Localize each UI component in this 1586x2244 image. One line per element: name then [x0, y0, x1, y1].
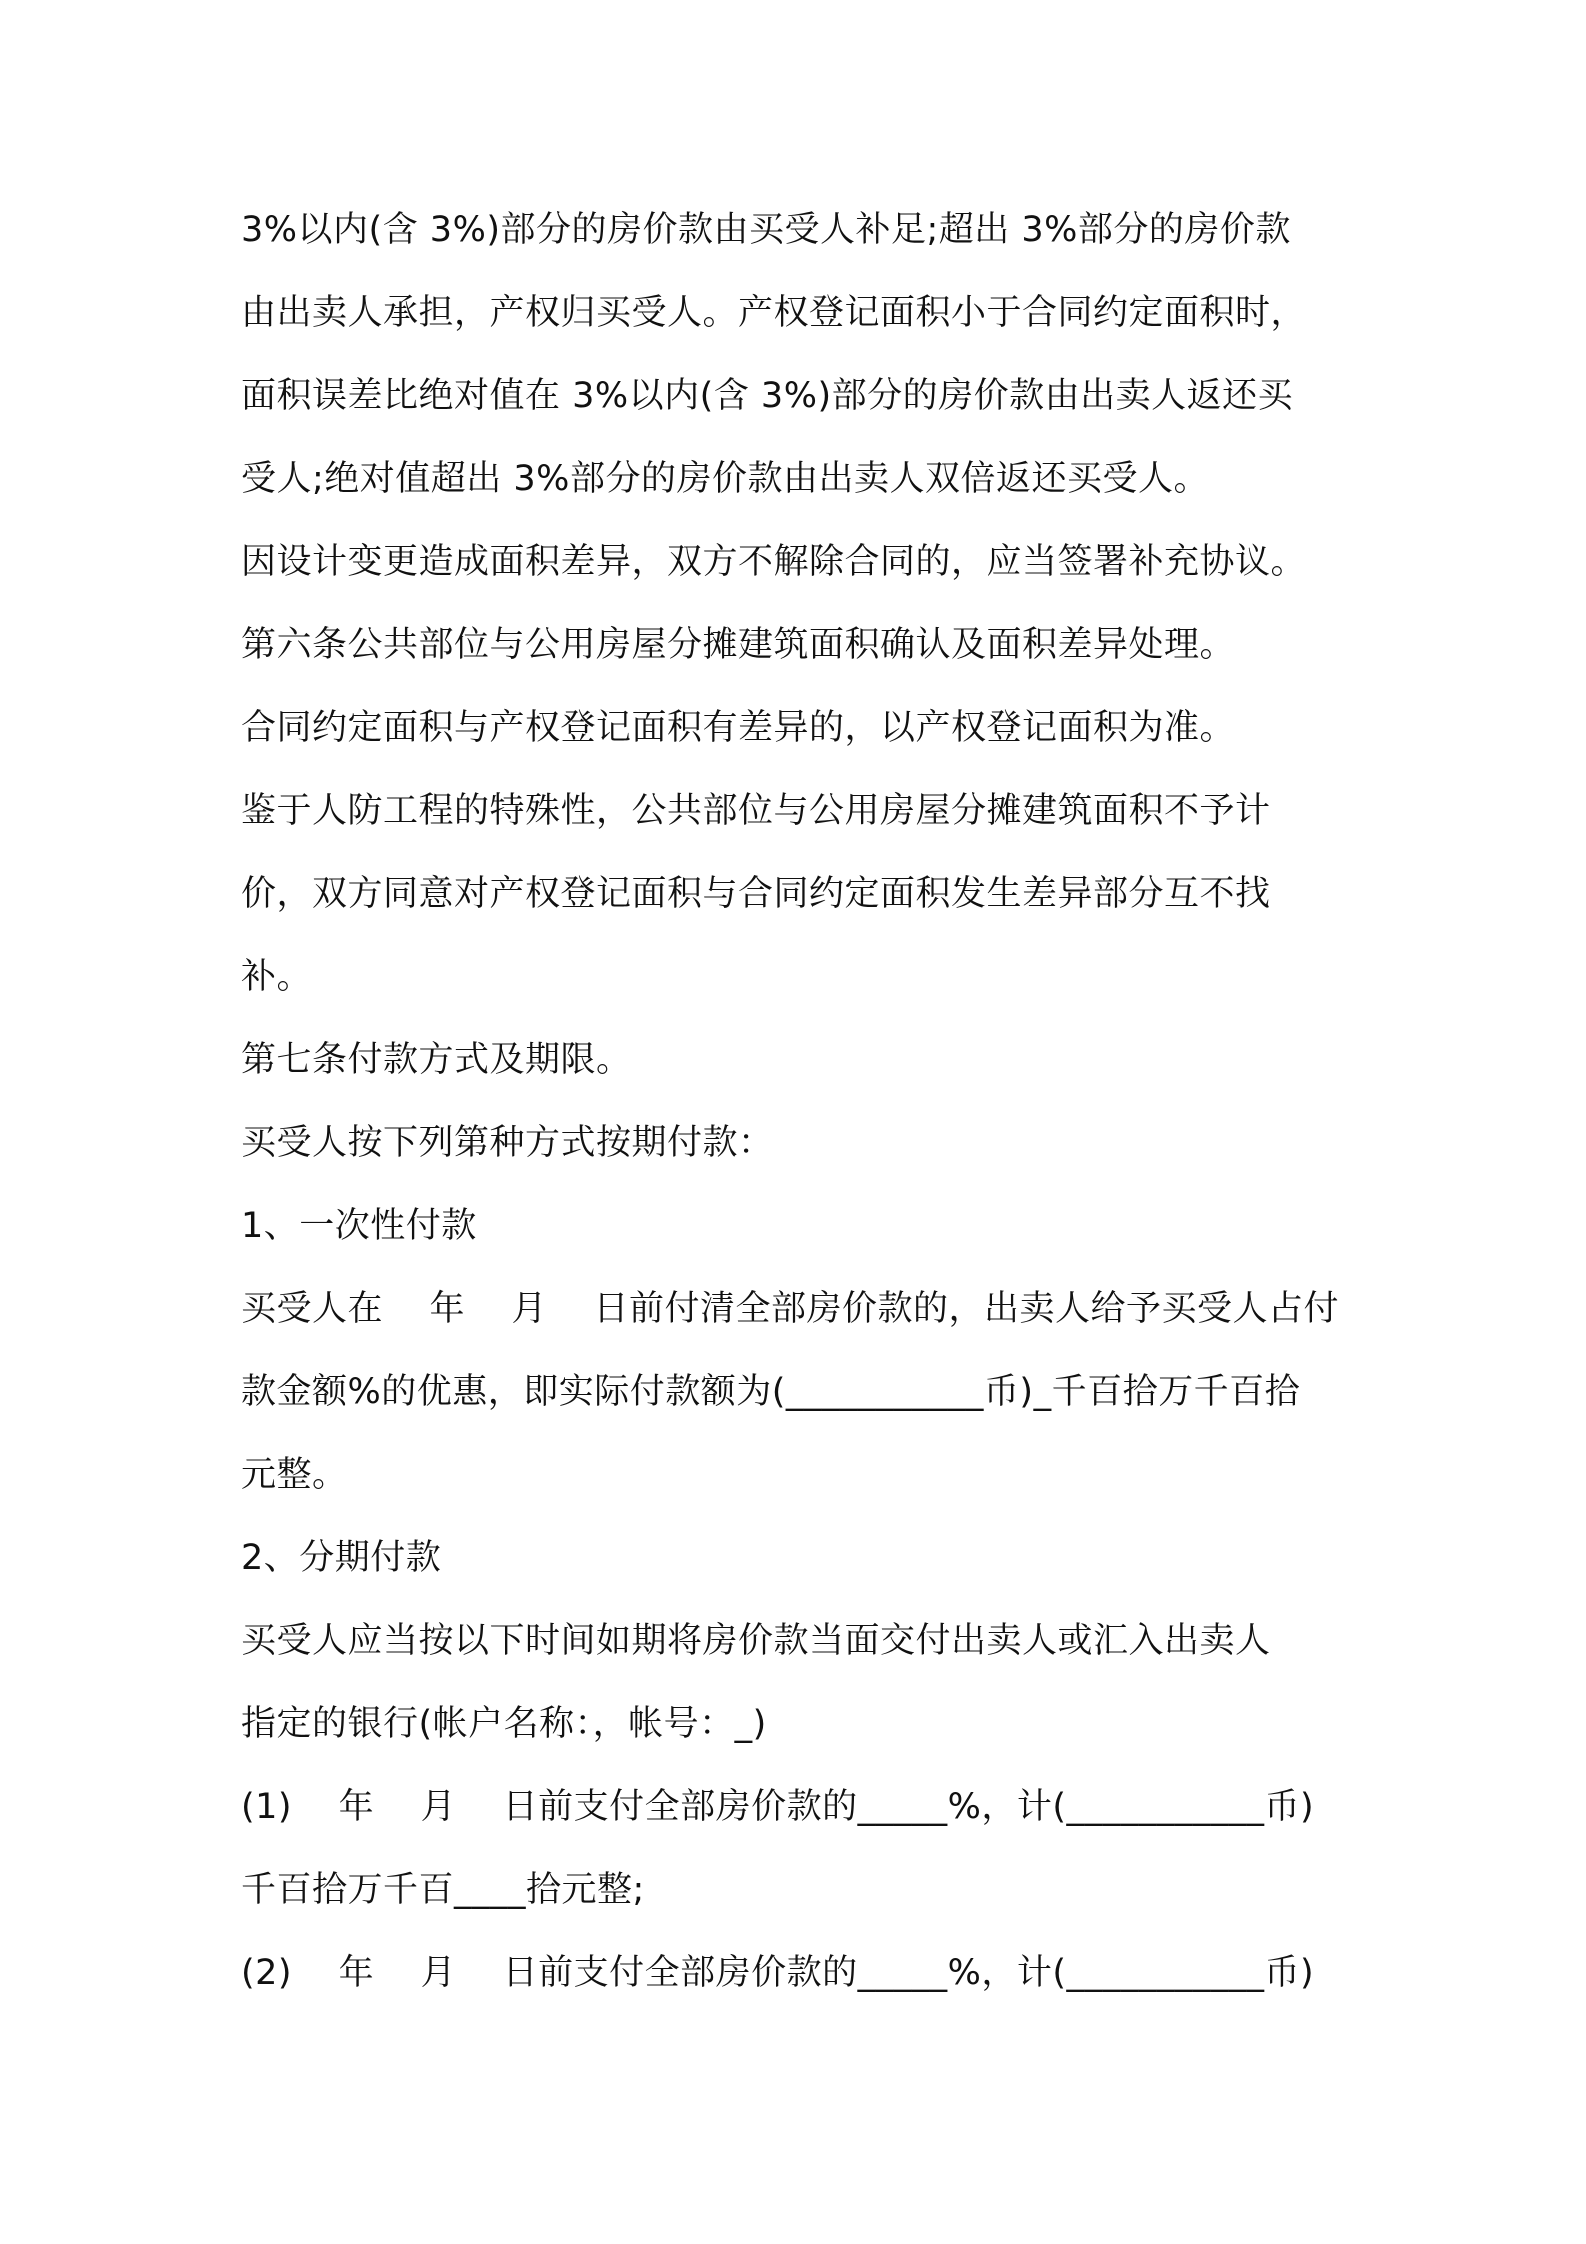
- text-line: 元整。: [241, 1455, 348, 1495]
- text-line: 买受人按下列第种方式按期付款：: [241, 1123, 774, 1163]
- text-line: (1) 年 月 日前支付全部房价款的_____%，计(___________币): [241, 1787, 1315, 1827]
- text-line: 买受人在 年 月 日前付清全部房价款的，出卖人给予买受人占付: [241, 1289, 1340, 1329]
- text-line: 由出卖人承担，产权归买受人。产权登记面积小于合同约定面积时，: [241, 293, 1307, 333]
- text-line: 合同约定面积与产权登记面积有差异的，以产权登记面积为准。: [241, 708, 1236, 748]
- text-line: 价，双方同意对产权登记面积与合同约定面积发生差异部分互不找: [241, 874, 1271, 914]
- text-line: (2) 年 月 日前支付全部房价款的_____%，计(___________币): [241, 1953, 1315, 1993]
- text-line: 补。: [241, 957, 313, 997]
- text-line: 指定的银行(帐户名称：，帐号：_): [241, 1704, 767, 1744]
- text-line: 面积误差比绝对值在 3%以内(含 3%)部分的房价款由出卖人返还买: [241, 376, 1294, 416]
- list-item-heading: 2、分期付款: [241, 1538, 442, 1578]
- text-line: 千百拾万千百____拾元整;: [241, 1870, 645, 1910]
- text-line: 鉴于人防工程的特殊性，公共部位与公用房屋分摊建筑面积不予计: [241, 791, 1271, 831]
- list-item-heading: 1、一次性付款: [241, 1206, 477, 1246]
- text-line: 款金额%的优惠，即实际付款额为(___________币)_千百拾万千百拾: [241, 1372, 1301, 1412]
- text-line: 3%以内(含 3%)部分的房价款由买受人补足;超出 3%部分的房价款: [241, 210, 1291, 250]
- text-line: 买受人应当按以下时间如期将房价款当面交付出卖人或汇入出卖人: [241, 1621, 1271, 1661]
- text-line: 受人;绝对值超出 3%部分的房价款由出卖人双倍返还买受人。: [241, 459, 1209, 499]
- section-heading: 第七条付款方式及期限。: [241, 1040, 632, 1080]
- text-line: 因设计变更造成面积差异，双方不解除合同的，应当签署补充协议。: [241, 542, 1307, 582]
- section-heading: 第六条公共部位与公用房屋分摊建筑面积确认及面积差异处理。: [241, 625, 1236, 665]
